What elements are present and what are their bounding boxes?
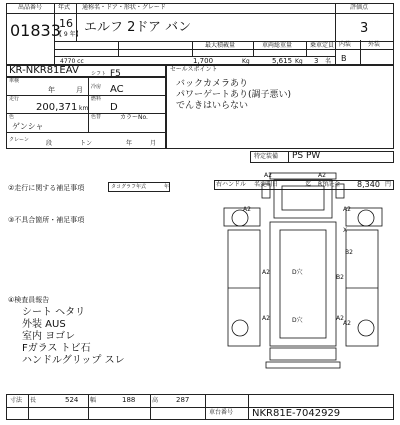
recycle-unit: 円 [385, 181, 392, 188]
diagram-mark: A2 [243, 206, 251, 213]
color-label: 色 [9, 114, 15, 120]
gross-value: 5,615 [272, 57, 293, 65]
report-line: ハンドルグリップ スレ [22, 355, 125, 366]
diagram-mark: B2 [345, 249, 353, 256]
model-label: 通称名・ドア・形状・グレード [82, 4, 166, 11]
model-code: KR-NKR81EAV [9, 65, 79, 76]
shift-label: シフト [91, 71, 107, 77]
sales-points-label: セールスポイント [170, 66, 218, 73]
diagram-mark: B2 [336, 274, 344, 281]
load-label: 最大積載量 [205, 42, 236, 49]
diagram-mark: X [343, 227, 348, 234]
capacity-label: 乗車定員 [310, 42, 335, 49]
truck-condition-diagram [210, 168, 400, 394]
report-line: 室内 ヨゴレ [22, 331, 76, 342]
crane-month: 月 [150, 140, 157, 147]
recycle-label: R預託金 [318, 181, 341, 188]
load-unit: Kg [242, 58, 250, 65]
sales-point-line: でんきはいらない [176, 101, 249, 111]
model-value: エルフ 2ドア バン [84, 20, 192, 35]
capacity-unit: 名 [325, 58, 332, 65]
cc-value: 4770 cc [60, 58, 84, 65]
sales-point-line: バックカメラあり [176, 79, 249, 89]
shift-value: F5 [110, 69, 121, 79]
crane-year: 年 [126, 140, 133, 147]
inspection-month: 月 [76, 86, 83, 94]
load-value: 1,700 [193, 57, 214, 65]
length-label: 長 [30, 397, 37, 404]
inspector-report-label: ④検査員報告 [8, 296, 50, 304]
length-value: 524 [65, 396, 79, 404]
nameplate-unit: 迄 [305, 181, 312, 188]
interior-label: 内装 [339, 41, 352, 48]
year-era: 【 9 年】 [56, 31, 82, 38]
lot-label: 出品番号 [18, 4, 43, 11]
diagram-mark: A2 [343, 206, 351, 213]
mileage-label: 走行 [9, 96, 20, 102]
ac-label: 冷房 [91, 84, 102, 90]
width-value: 188 [122, 396, 136, 404]
tacho-label: タコグラフ年式 [111, 184, 147, 190]
diagram-mark: A2 [318, 172, 326, 179]
recycle-value: 8,340 [357, 180, 380, 189]
width-label: 幅 [90, 397, 97, 404]
height-value: 287 [176, 396, 190, 404]
steering-label: 右ハンドル [216, 181, 247, 188]
mileage-value: 200,371 [36, 102, 78, 113]
fuel-label: 燃料 [91, 96, 102, 102]
crane-unit-1: 段 [46, 140, 53, 147]
equipment-value: PS PW [292, 151, 321, 161]
defect-notes-label: ③不具合箇所・補足事項 [8, 216, 85, 224]
year-value: 16 [59, 17, 73, 30]
crane-unit-2: トン [80, 140, 93, 147]
diagram-mark: A2 [262, 315, 270, 322]
equipment-label: 特定装備 [254, 153, 279, 160]
color-change-label: 色替 [91, 114, 102, 120]
report-line: Fガラス トビ石 [22, 343, 91, 354]
grade-label: 評価点 [350, 4, 369, 11]
grade-value: 3 [360, 21, 369, 36]
dims-label: 寸法 [10, 397, 23, 404]
chassis-value: NKR81E-7042929 [252, 408, 341, 419]
nameplate-label: 名変期日 [254, 181, 279, 188]
interior-value: B [341, 54, 347, 63]
gross-unit: Kg [295, 58, 303, 65]
diagram-mark: A2 [343, 320, 351, 327]
chassis-label: 車台番号 [209, 409, 234, 416]
tacho-unit: 年 [164, 184, 170, 190]
ac-value: AC [110, 84, 124, 95]
gross-label: 車両総重量 [262, 42, 293, 49]
year-label: 年式 [58, 4, 71, 11]
height-label: 高 [152, 397, 159, 404]
report-line: 外装 AUS [22, 319, 66, 330]
mileage-unit: km [79, 105, 89, 112]
exterior-label: 外装 [368, 41, 381, 48]
crane-label: クレーン [9, 137, 29, 143]
inspection-label: 車検 [9, 78, 20, 84]
diagram-mark: D穴 [292, 269, 303, 276]
sales-point-line: パワーゲートあり(調子悪い) [176, 90, 292, 100]
diagram-mark: A2 [336, 315, 344, 322]
lot-number: 01833 [10, 21, 61, 40]
color-value: ゲンシャ [12, 122, 44, 131]
fuel-value: D [110, 102, 118, 113]
color-no-label: カラーNo. [120, 114, 148, 121]
report-line: シート ヘタリ [22, 307, 86, 318]
diagram-mark: A2 [264, 172, 272, 179]
capacity-value: 3 [314, 57, 319, 65]
diagram-mark: D穴 [292, 317, 303, 324]
inspection-year: 年 [48, 86, 55, 94]
driving-notes-label: ②走行に関する補足事項 [8, 184, 85, 192]
diagram-mark: A2 [262, 269, 270, 276]
